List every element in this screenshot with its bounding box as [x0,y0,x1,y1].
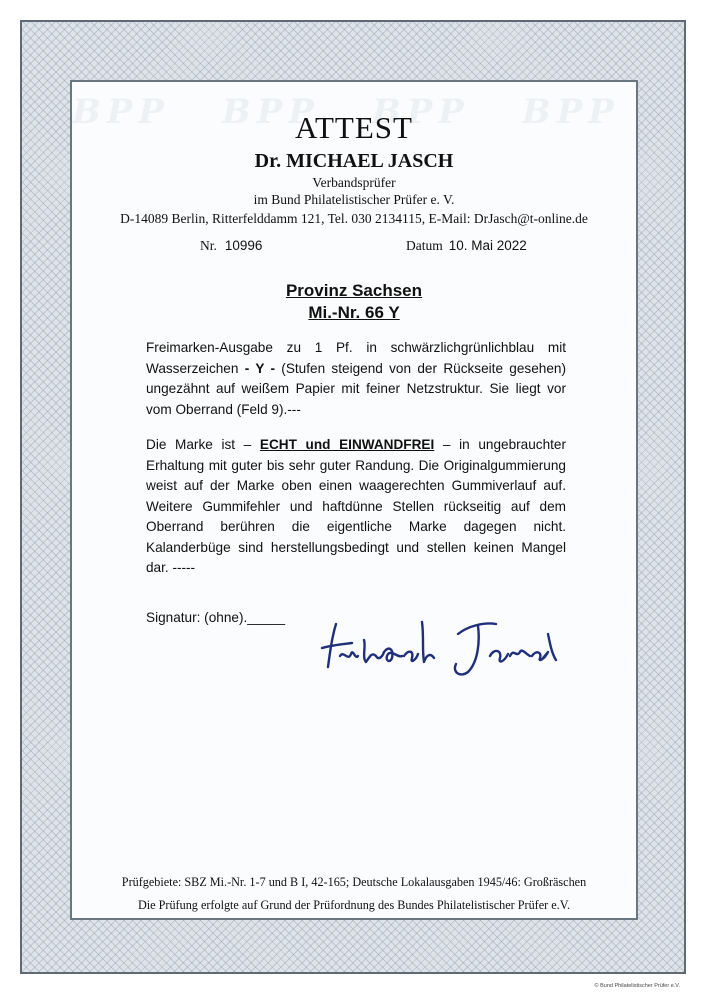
examination-areas: Prüfgebiete: SBZ Mi.-Nr. 1-7 und B I, 42-165; Deutsche Lokalausgaben 1945/46: Großräschen [121,875,587,889]
certificate-number [200,238,262,254]
date-value: 10. Mai 2022 [448,238,527,253]
signature-label: Signatur: (ohne)._____ [146,610,286,625]
examination-rules: Die Prüfung erfolgte auf Grund der Prüfordnung des Bundes Philatelistischer Prüfer e.V. [137,898,570,912]
copyright-notice: © Bund Philatelistischer Prüfer e.V. [594,983,680,989]
subject-area: Provinz Sachsen [285,281,423,300]
handwritten-signature [318,612,568,682]
nr-value: 10996 [224,238,263,253]
nr-label: Nr. [200,238,217,253]
certificate-date [406,238,527,254]
examiner-organization: im Bund Philatelistischer Prüfer e. V. [253,192,455,207]
examiner-role: Verbandsprüfer [312,175,396,190]
description-paragraph: Freimarken-Ausgabe zu 1 Pf. in schwärzlichgrünlichblau mit Wasserzeichen - Y - (Stufen steigend von der Rückseite gesehen) ungezähnt auf weißem Papier mit feiner Netzstruktur. Sie liegt vor vom Oberrand (Feld 9).--- [146,340,566,417]
date-label: Datum [406,238,443,253]
examiner-address: D-14089 Berlin, Ritterfelddamm 121, Tel. 030 2134115, E-Mail: DrJasch@t-online.de [120,211,588,226]
verdict-paragraph: Die Marke ist – ECHT und EINWANDFREI – in ungebrauchter Erhaltung mit guter bis sehr guter Randung. Die Originalgummierung weist auf der Marke oben einen waagerechten Gummiverlauf auf. Weitere Gummifehler und haftdünne Stellen rückseitig auf dem Oberrand berühren die eigentliche Marke dagegen nicht. Kalanderbüge sind herstellungsbedingt und stellen keinen Mangel dar. ----- [146,437,567,575]
verdict: ECHT und EINWANDFREI [259,437,435,452]
document-title: ATTEST [295,110,413,145]
watermark-variant: - Y - [244,360,275,376]
examiner-name: Dr. MICHAEL JASCH [254,150,454,172]
subject-catalog-number: Mi.-Nr. 66 Y [308,303,400,322]
bpp-watermark: BPP BPP BPP BPP [72,92,620,132]
